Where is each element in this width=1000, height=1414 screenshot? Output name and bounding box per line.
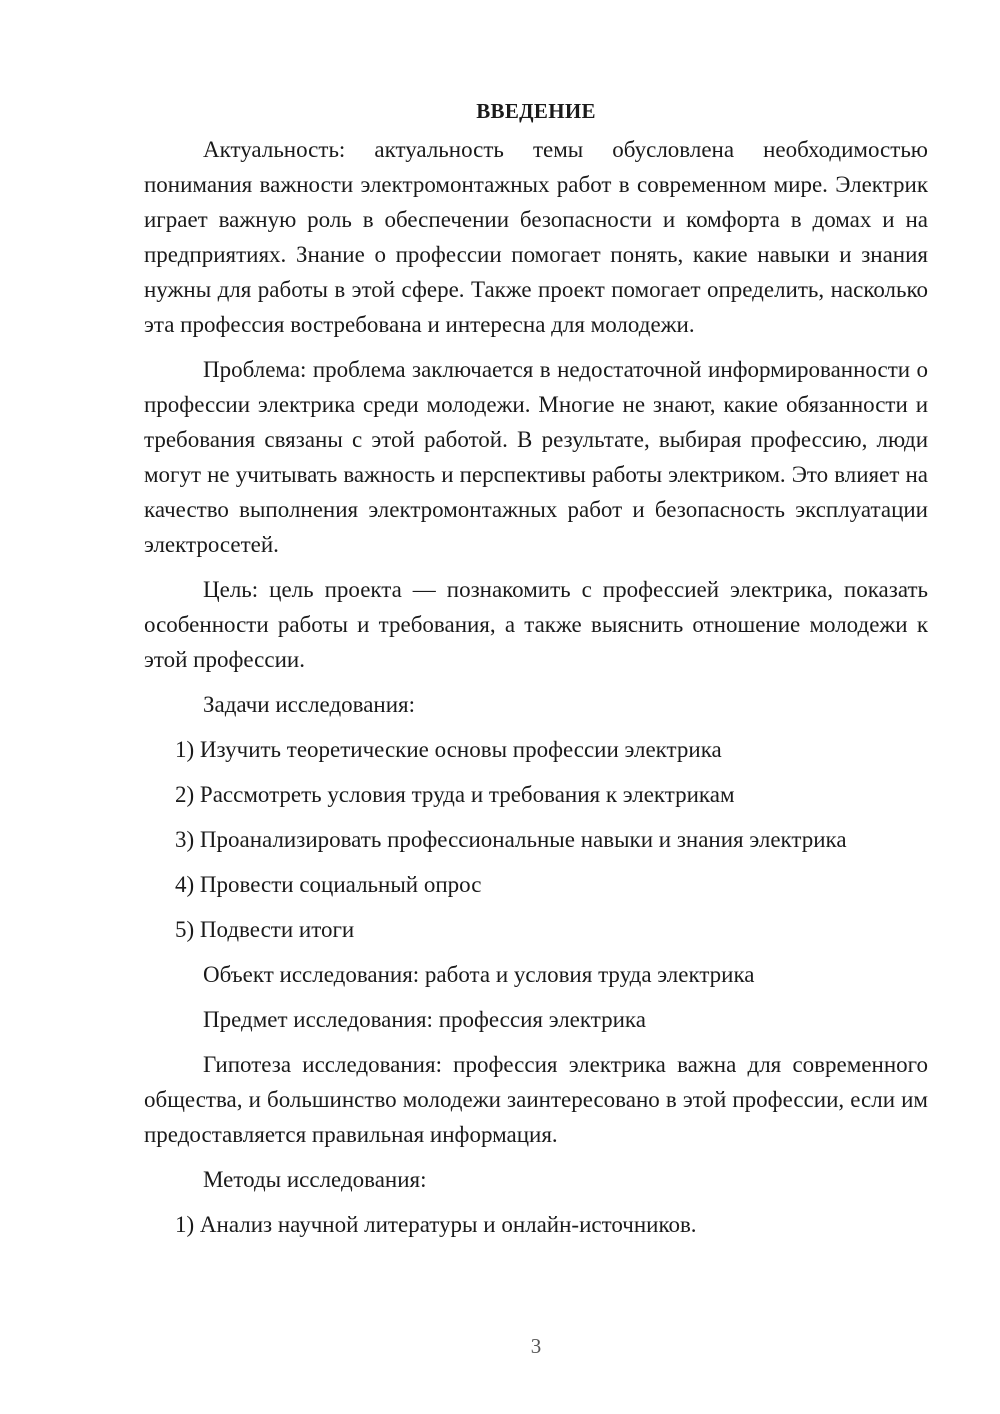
tasks-title: Задачи исследования: — [203, 692, 416, 717]
relevance-paragraph: Актуальность: актуальность темы обусловлена необходимостью понимания важности электромонтажных работ в современном мире. Электрик играет важную роль в обеспечении безопасности и комфорта в домах и на предприятиях. Знание о профессии помогает понять, какие навыки и знания нужны для работы в этой сфере. Также проект помогает определить, насколько эта профессия востребована и интересна для молодежи. — [144, 137, 928, 337]
method-item: 1) Анализ научной литературы и онлайн-источников. — [175, 1212, 697, 1237]
hypothesis-paragraph: Гипотеза исследования: профессия электрика важна для современного общества, и большинство молодежи заинтересовано в этой профессии, если им предоставляется правильная информация. — [144, 1052, 928, 1147]
research-object: Объект исследования: работа и условия труда электрика — [203, 962, 755, 987]
tasks-list — [144, 732, 928, 947]
goal-paragraph: Цель: цель проекта — познакомить с профессией электрика, показать особенности работы и требования, а также выяснить отношение молодежи к этой профессии. — [144, 577, 928, 672]
task-item: 4) Провести социальный опрос — [175, 872, 482, 897]
task-item: 3) Проанализировать профессиональные навыки и знания электрика — [175, 827, 847, 852]
page-content — [144, 96, 928, 1252]
methods-list — [144, 1207, 928, 1242]
page-number: 3 — [530, 1334, 542, 1358]
task-item: 2) Рассмотреть условия труда и требования к электрикам — [175, 782, 735, 807]
methods-title: Методы исследования: — [203, 1167, 427, 1192]
page-title: ВВЕДЕНИЕ — [476, 99, 596, 123]
task-item: 5) Подвести итоги — [175, 917, 355, 942]
research-subject: Предмет исследования: профессия электрика — [203, 1007, 646, 1032]
problem-paragraph: Проблема: проблема заключается в недостаточной информированности о профессии электрика среди молодежи. Многие не знают, какие обязанности и требования связаны с этой работой. В результате, выбирая профессию, люди могут не учитывать важность и перспективы работы электриком. Это влияет на качество выполнения электромонтажных работ и безопасность эксплуатации электросетей. — [144, 357, 928, 557]
task-item: 1) Изучить теоретические основы профессии электрика — [175, 737, 722, 762]
